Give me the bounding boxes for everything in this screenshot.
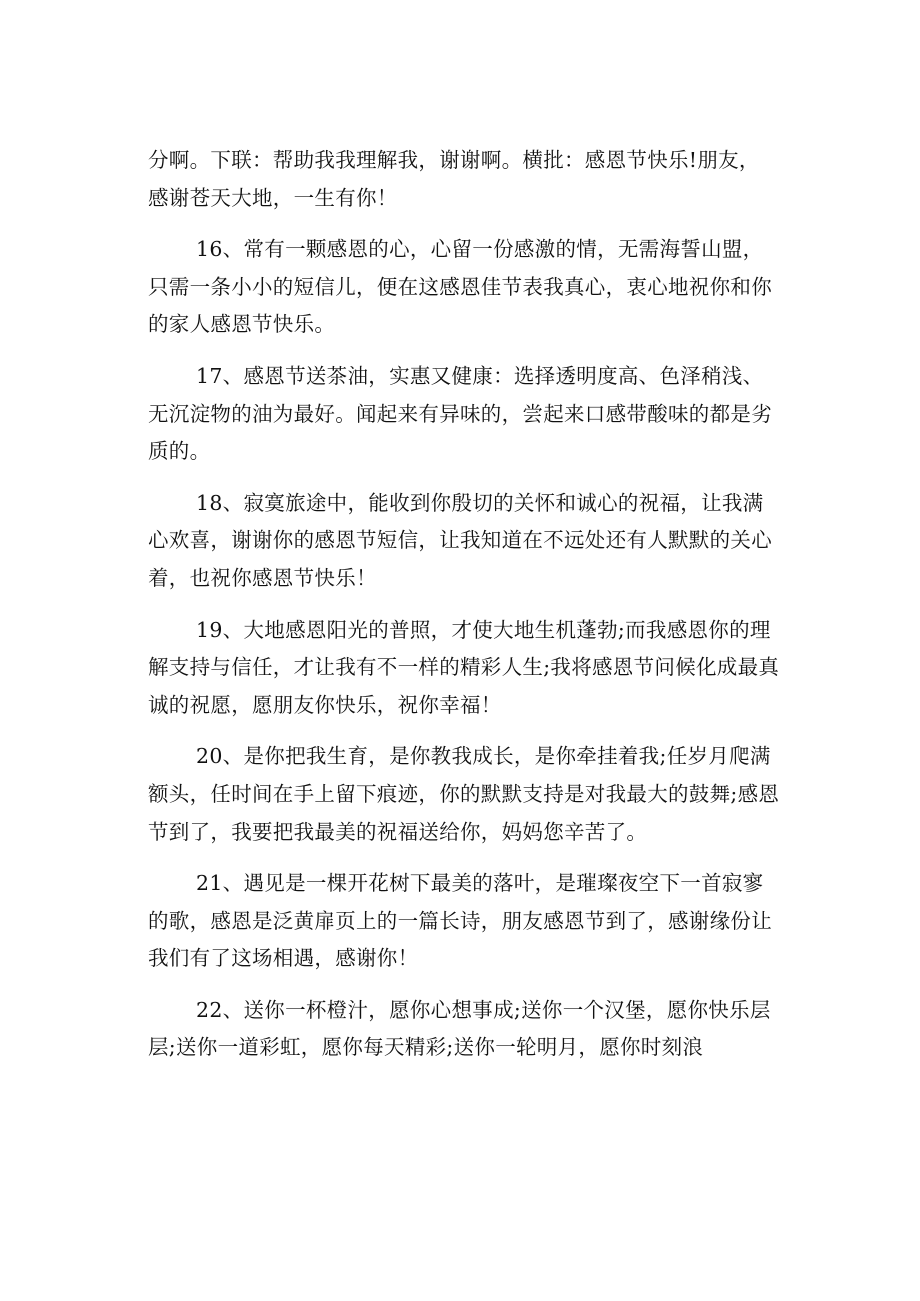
- paragraph-16: 16、常有一颗感恩的心，心留一份感激的情，无需海誓山盟，只需一条小小的短信儿，便在这感恩佳节表我真心，衷心地祝你和你的家人感恩节快乐。: [148, 237, 772, 337]
- paragraph-continuation: 分啊。下联：帮助我我理解我，谢谢啊。横批：感恩节快乐!朋友，感谢苍天大地，一生有你！: [148, 148, 760, 210]
- paragraph-21: 21、遇见是一棵开花树下最美的落叶，是璀璨夜空下一首寂寥的歌，感恩是泛黄扉页上的一篇长诗，朋友感恩节到了，感谢缘份让我们有了这场相遇，感谢你！: [148, 871, 772, 971]
- paragraph-22: 22、送你一杯橙汁，愿你心想事成;送你一个汉堡，愿你快乐层层;送你一道彩虹，愿你每天精彩;送你一轮明月，愿你时刻浪: [148, 997, 771, 1060]
- paragraph-18: 18、寂寞旅途中，能收到你殷切的关怀和诚心的祝福，让我满心欢喜，谢谢你的感恩节短信，让我知道在不远处还有人默默的关心着，也祝你感恩节快乐！: [148, 490, 772, 590]
- paragraph-17: 17、感恩节送茶油，实惠又健康：选择透明度高、色泽稍浅、无沉淀物的油为最好。闻起来有异味的，尝起来口感带酸味的都是劣质的。: [148, 363, 772, 464]
- paragraph-20: 20、是你把我生育，是你教我成长，是你牵挂着我;任岁月爬满额头，任时间在手上留下痕迹，你的默默支持是对我最大的鼓舞;感恩节到了，我要把我最美的祝福送给你，妈妈您辛苦了。: [148, 744, 780, 844]
- paragraph-19: 19、大地感恩阳光的普照，才使大地生机蓬勃;而我感恩你的理解支持与信任，才让我有不一样的精彩人生;我将感恩节问候化成最真诚的祝愿，愿朋友你快乐，祝你幸福！: [148, 617, 780, 717]
- document-body: [148, 142, 780, 1081]
